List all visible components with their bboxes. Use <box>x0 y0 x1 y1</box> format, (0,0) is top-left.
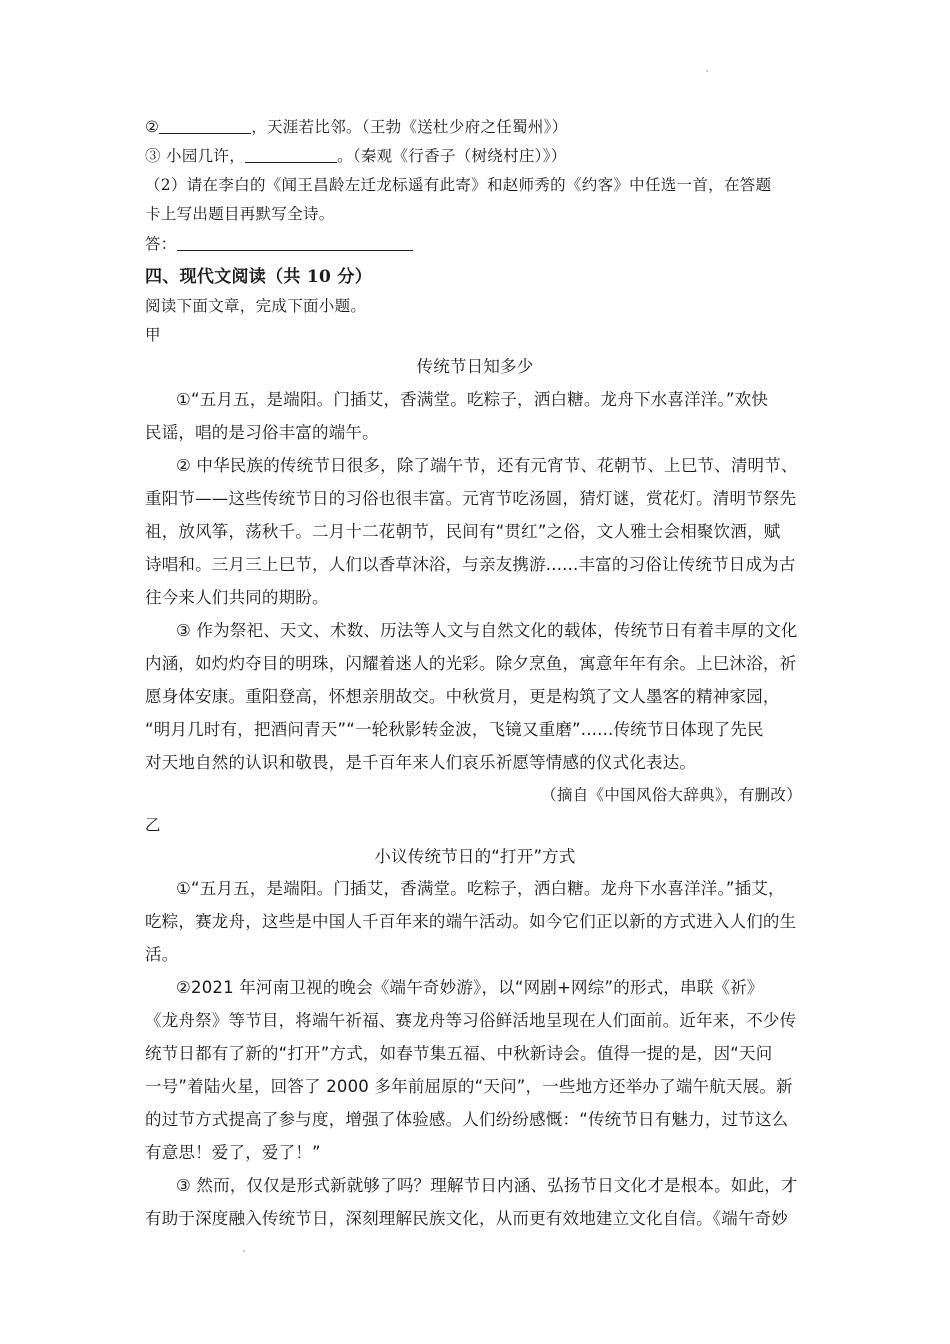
answer-line <box>145 232 413 254</box>
text-a-source: （摘自《中国风俗大辞典》，有删改） <box>541 786 802 804</box>
text-a-line: ③ 作为祭祀、天文、术数、历法等人文与自然文化的载体，传统节日有着丰厚的文化 <box>176 621 798 640</box>
text-a-line: 愿身体安康。重阳登高，怀想亲朋故交。中秋赏月，更是构筑了文人墨客的精神家园， <box>145 687 780 706</box>
text-b-line: 一号”着陆火星，回答了 2000 多年前屈原的“天问”，一些地方还举办了端午航天展。新 <box>145 1077 793 1096</box>
section-title: 四、现代文阅读（共 10 分） <box>145 267 372 287</box>
question-2-line-1: （2）请在李白的《闻王昌龄左迁龙标遥有此寄》和赵师秀的《约客》中任选一首，在答题 <box>145 176 772 194</box>
text-b-label: 乙 <box>145 816 161 834</box>
text-b-line: 《龙舟祭》等节目，将端午祈福、赛龙舟等习俗鲜活地呈现在人们面前。近年来，不少传 <box>145 1011 797 1030</box>
text-b-line: ③ 然而，仅仅是形式新就够了吗？理解节日内涵、弘扬节日文化才是根本。如此，才 <box>176 1176 798 1195</box>
poem-item-2-number: ② <box>145 118 160 136</box>
poem-item-3 <box>145 144 567 166</box>
question-2-line-2: 卡上写出题目再默写全诗。 <box>145 205 335 223</box>
text-a-line: 祖，放风筝，荡秋千。二月十二花朝节，民间有“贯红”之俗，文人雅士会相聚饮酒，赋 <box>145 522 781 541</box>
poem-item-3-source: 。（秦观《行香子（树绕村庄）》） <box>337 147 567 165</box>
text-a-line: 内涵，如灼灼夺目的明珠，闪耀着迷人的光彩。除夕烹鱼，寓意年年有余。上巳沐浴，祈 <box>145 654 797 673</box>
poem-item-3-text: ③ 小园几许， <box>145 147 246 165</box>
text-b-line: 活。 <box>145 945 179 964</box>
text-a-line: 诗唱和。三月三上巳节，人们以香草沐浴，与亲友携游......丰富的习俗让传统节日成为古 <box>145 555 796 574</box>
poem-item-2 <box>145 115 568 137</box>
text-b-line: ②2021 年河南卫视的晚会《端午奇妙游》，以“网剧+网综”的形式，串联《祈》 <box>176 978 764 997</box>
scan-speck <box>243 1250 245 1252</box>
text-b-line: ①“五月五，是端阳。门插艾，香满堂。吃粽子，洒白糖。龙舟下水喜洋洋。”插艾， <box>176 879 785 898</box>
text-b-line: 有意思！爱了，爱了！” <box>145 1143 321 1162</box>
text-b-line: 吃粽，赛龙舟，这些是中国人千百年来的端午活动。如今它们正以新的方式进入人们的生 <box>145 912 797 931</box>
answer-label: 答： <box>145 235 177 253</box>
text-a-line: 民谣，唱的是习俗丰富的端午。 <box>145 423 379 442</box>
text-b-line: 统节日都有了新的“打开”方式，如春节集五福、中秋新诗会。值得一提的是，因“天问 <box>145 1044 773 1063</box>
scan-speck <box>706 70 708 72</box>
section-instruction: 阅读下面文章，完成下面小题。 <box>145 297 367 315</box>
answer-blank[interactable] <box>245 146 337 163</box>
poem-item-2-text: ，天涯若比邻。（王勃《送杜少府之任蜀州》） <box>251 118 568 136</box>
text-a-line: 往今来人们共同的期盼。 <box>145 588 329 607</box>
text-a-line: “明月几时有，把酒问青天”“一轮秋影转金波，飞镜又重磨”......传统节日体现了先民 <box>145 720 764 739</box>
text-b-title: 小议传统节日的“打开”方式 <box>374 847 576 866</box>
text-a-line: ② 中华民族的传统节日很多，除了端午节，还有元宵节、花朝节、上巳节、清明节、 <box>176 456 798 475</box>
text-a-line: 对天地自然的认识和敬畏，是千百年来人们哀乐祈愿等情感的仪式化表达。 <box>145 753 697 772</box>
text-b-line: 的过节方式提高了参与度，增强了体验感。人们纷纷感慨：“传统节日有魅力，过节这么 <box>145 1110 789 1129</box>
text-a-line: ①“五月五，是端阳。门插艾，香满堂。吃粽子，洒白糖。龙舟下水喜洋洋。”欢快 <box>176 390 769 409</box>
answer-blank[interactable] <box>177 234 413 251</box>
text-a-title: 传统节日知多少 <box>416 357 534 376</box>
text-a-label: 甲 <box>145 326 161 344</box>
text-b-line: 有助于深度融入传统节日，深刻理解民族文化，从而更有效地建立文化自信。《端午奇妙 <box>145 1209 789 1228</box>
answer-blank[interactable] <box>159 117 251 134</box>
text-a-line: 重阳节——这些传统节日的习俗也很丰富。元宵节吃汤圆，猜灯谜，赏花灯。清明节祭先 <box>145 489 797 508</box>
